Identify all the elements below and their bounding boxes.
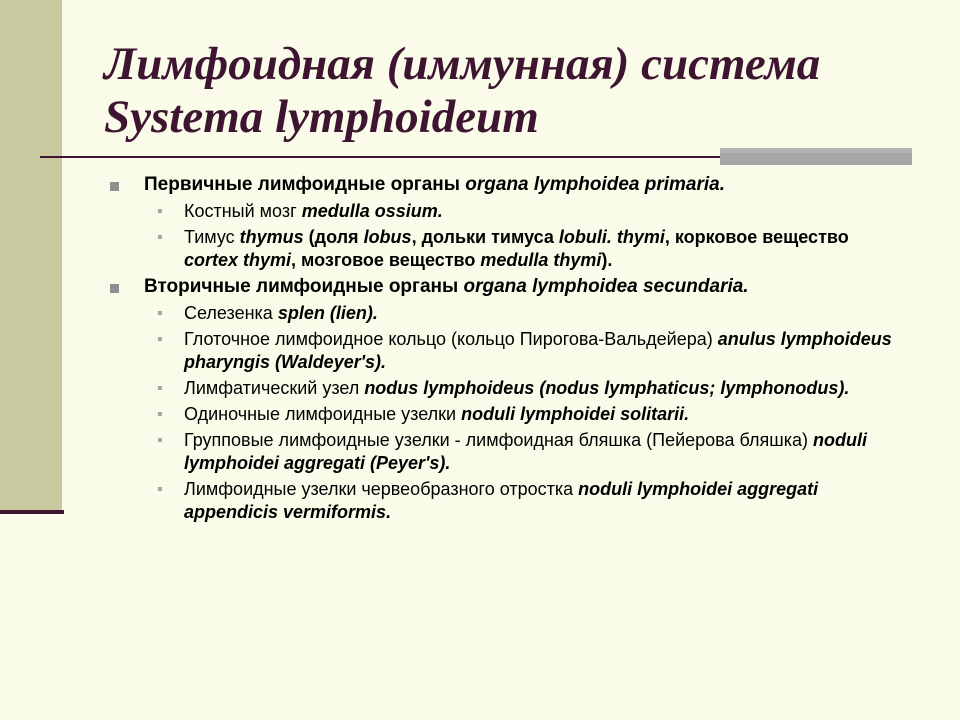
bullet-icon: ▪ xyxy=(157,203,163,220)
title-line-latin: Systema lymphoideum xyxy=(104,91,539,143)
list-item-bone-marrow: ▪ Костный мозг medulla ossium. xyxy=(157,201,443,221)
list-item-aggregated-nodules: ▪ Групповые лимфоидные узелки - лимфоидная бляшка (Пейерова бляшка) noduli lymphoidei aggregati (Peyer's). xyxy=(157,430,867,473)
list-item-pharyngeal-ring: ▪ Глоточное лимфоидное кольцо (кольцо Пирогова-Вальдейера) anulus lymphoideus pharyngis (Waldeyer's). xyxy=(157,329,892,372)
side-accent-underline xyxy=(0,510,64,514)
list-item-secondary-organs: Вторичные лимфоидные органы organa lymphoidea secundaria. xyxy=(106,275,784,299)
divider-accent-block xyxy=(720,148,912,165)
title-line-russian: Лимфоидная (иммунная) система xyxy=(104,38,821,90)
list-item-solitary-nodules: ▪ Одиночные лимфоидные узелки noduli lymphoidei solitarii. xyxy=(157,404,690,424)
list-item-appendix-nodules: ▪ Лимфоидные узелки червеобразного отростка noduli lymphoidei aggregati appendicis vermiformis. xyxy=(157,479,819,522)
bullet-icon: ▪ xyxy=(157,481,163,498)
bullet-icon: ▪ xyxy=(157,331,163,348)
bullet-icon: ▪ xyxy=(157,229,163,246)
list-item-spleen: ▪ Селезенка splen (lien). xyxy=(157,303,378,323)
bullet-icon: ▪ xyxy=(157,406,163,423)
list-item-primary-organs: Первичные лимфоидные органы organa lymphoidea primaria. xyxy=(106,173,906,197)
bullet-icon: ▪ xyxy=(157,432,163,449)
slide-title xyxy=(104,38,944,144)
slide-content xyxy=(106,170,906,524)
bullet-icon: ▪ xyxy=(157,305,163,322)
list-item-lymph-node: ▪ Лимфатический узел nodus lymphoideus (nodus lymphaticus; lymphonodus). xyxy=(157,378,850,398)
list-item-thymus: ▪ Тимус thymus (доля lobus, дольки тимуса lobuli. thymi, корковое вещество cortex thymi, мозговое вещество medulla thymi). xyxy=(157,227,849,270)
side-accent-bar xyxy=(0,0,62,510)
bullet-icon: ▪ xyxy=(157,380,163,397)
